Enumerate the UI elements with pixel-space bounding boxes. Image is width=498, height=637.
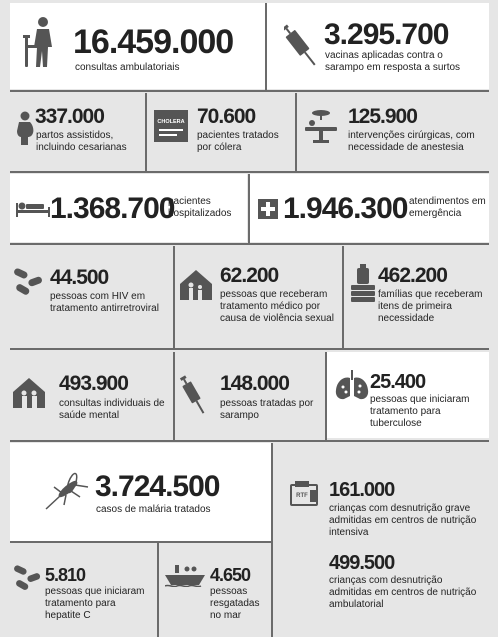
stat-label: crianças com desnutrição admitidas em centros de nutrição ambulatorial xyxy=(329,575,477,610)
stat-births xyxy=(10,93,145,170)
divider xyxy=(145,93,147,171)
stat-value: 493.900 xyxy=(59,372,128,395)
stat-label: pessoas resgatadas no mar xyxy=(210,586,260,621)
first-aid-cross-icon xyxy=(258,199,278,219)
stat-sea-rescue xyxy=(159,543,271,637)
stat-label: crianças com desnutrição grave admitidas em centros de nutrição intensiva xyxy=(329,503,477,538)
stat-label: famílias que receberam itens de primeira necessidade xyxy=(378,289,483,324)
stat-label: atendimentos em emergência xyxy=(409,196,486,219)
divider xyxy=(295,93,297,171)
stat-label: vacinas aplicadas contra o sarampo em resposta a surtos xyxy=(325,50,461,73)
stat-sexual-violence xyxy=(175,246,342,346)
stat-value: 125.900 xyxy=(348,105,417,128)
divider xyxy=(157,543,159,637)
stat-value: 3.295.700 xyxy=(324,18,449,51)
stat-measles-vaccine xyxy=(267,3,489,89)
stat-label: pessoas que receberam tratamento médico por causa de violência sexual xyxy=(220,289,334,324)
stat-value: 44.500 xyxy=(50,266,109,289)
stat-label: intervenções cirúrgicas, com necessidade de anestesia xyxy=(348,130,475,153)
stat-label: partos assistidos, incluindo cesarianas xyxy=(36,130,127,153)
stat-value: 3.724.500 xyxy=(95,470,220,503)
stat-value: 62.200 xyxy=(220,264,279,287)
divider xyxy=(10,90,489,92)
stat-tuberculosis xyxy=(327,352,489,438)
stat-hepatitis-c xyxy=(10,543,157,637)
stat-label: pessoas que iniciaram tratamento para hepatite C xyxy=(45,586,145,621)
stat-label: pacientes hospitalizados xyxy=(168,196,232,219)
stat-value: 161.000 xyxy=(329,479,395,501)
stat-value: 5.810 xyxy=(45,565,86,585)
divider xyxy=(10,171,489,173)
stat-outpatient xyxy=(10,3,265,89)
divider xyxy=(10,243,489,245)
divider xyxy=(342,246,344,348)
pills-icon xyxy=(12,565,44,593)
divider xyxy=(10,348,489,350)
divider xyxy=(10,541,271,543)
mosquito-icon xyxy=(44,471,90,511)
stat-measles-treated xyxy=(175,352,325,438)
stat-emergency xyxy=(250,174,489,242)
stat-value: 1.946.300 xyxy=(283,192,408,225)
stat-label: pessoas tratadas por sarampo xyxy=(220,398,314,421)
divider xyxy=(271,443,273,637)
rutf-packet-icon xyxy=(290,480,320,506)
pills-icon xyxy=(12,268,46,298)
hospital-bed-icon xyxy=(16,201,50,217)
stat-hiv xyxy=(10,246,173,346)
stat-value: 1.368.700 xyxy=(50,192,175,225)
rutf-packet-text: RTF xyxy=(296,493,308,499)
divider xyxy=(173,246,175,348)
stat-label: casos de malária tratados xyxy=(96,504,211,515)
stat-nutrition-intensive xyxy=(273,443,489,541)
divider xyxy=(248,174,250,243)
stat-label: pacientes tratados por cólera xyxy=(197,130,279,153)
cholera-kit-icon xyxy=(153,109,189,143)
shelter-people-icon xyxy=(180,270,212,300)
stat-label: consultas individuais de saúde mental xyxy=(59,398,165,421)
stat-value: 337.000 xyxy=(35,105,104,128)
stat-cholera xyxy=(147,93,295,170)
divider xyxy=(10,440,489,442)
counseling-tent-icon xyxy=(13,378,45,408)
relief-items-icon xyxy=(350,264,376,304)
syringe-icon xyxy=(284,21,316,71)
stat-nutrition-ambulatory xyxy=(273,543,489,637)
divider xyxy=(173,352,175,440)
stat-malaria xyxy=(10,443,271,541)
stat-hospitalized xyxy=(10,174,247,242)
pregnant-woman-icon xyxy=(15,111,35,145)
syringe-icon xyxy=(179,374,207,416)
crutch-patient-icon xyxy=(23,15,59,69)
stat-value: 25.400 xyxy=(370,371,426,393)
stat-label: pessoas com HIV em tratamento antirretroviral xyxy=(50,291,159,314)
stat-mental-health xyxy=(10,352,173,438)
stat-label: consultas ambulatoriais xyxy=(75,62,180,73)
divider xyxy=(325,352,327,440)
stat-label: pessoas que iniciaram tratamento para tuberculose xyxy=(370,394,470,429)
surgery-table-icon xyxy=(303,109,339,145)
stat-value: 148.000 xyxy=(220,372,289,395)
lungs-icon xyxy=(335,370,369,402)
stat-value: 16.459.000 xyxy=(73,23,234,61)
stat-value: 462.200 xyxy=(378,264,447,287)
stat-value: 70.600 xyxy=(197,105,256,128)
stat-value: 499.500 xyxy=(329,552,395,574)
cholera-kit-text: CHOLERA xyxy=(157,119,185,125)
rescue-boat-icon xyxy=(165,565,205,587)
stat-relief-items xyxy=(344,246,489,346)
stat-value: 4.650 xyxy=(210,565,251,585)
divider xyxy=(265,3,267,90)
stat-surgery xyxy=(297,93,489,170)
